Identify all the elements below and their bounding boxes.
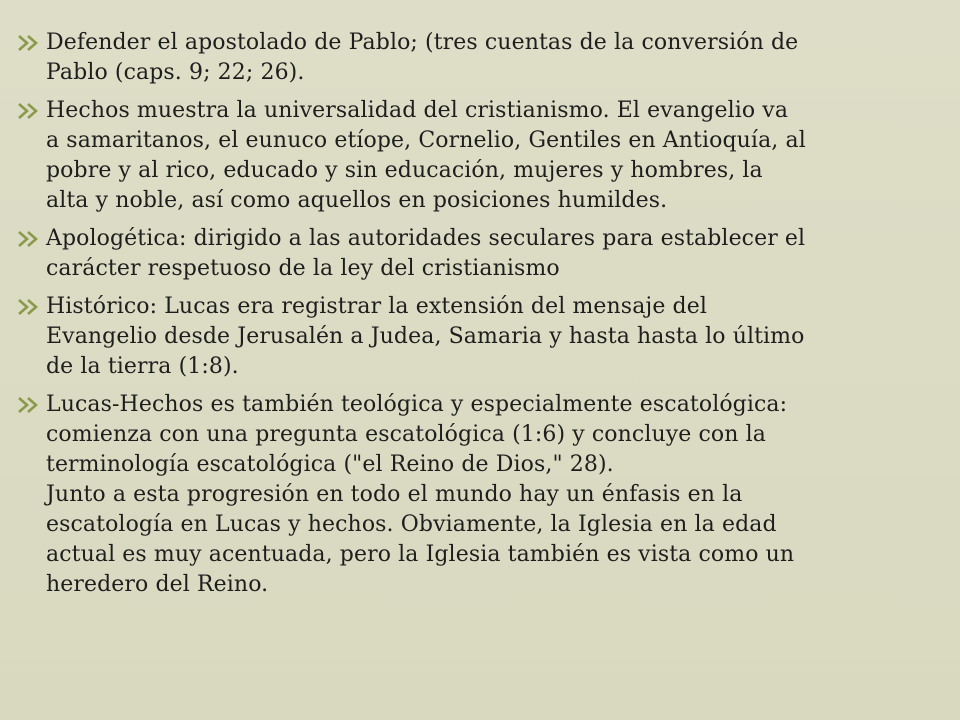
bullet-text-2: Hechos muestra la universalidad del cristianismo. El evangelio va a samaritanos, el eunuco etíope, Cornelio, Gentiles en Antioquía, al pobre y al rico, educado y sin educación, mujeres y hombres, la alta y noble, así como aquellos en posiciones humildes. (46, 98, 806, 213)
chevron-stroke (28, 232, 36, 246)
chevron-stroke (19, 300, 27, 314)
double-chevron-icon-svg (18, 34, 40, 52)
double-chevron-icon (18, 396, 46, 420)
double-chevron-icon-svg (18, 396, 40, 414)
chevron-stroke (28, 104, 36, 118)
bullet-item-1 (18, 28, 938, 88)
bullet-text-4: Histórico: Lucas era registrar la extensión del mensaje del Evangelio desde Jerusalén a Judea, Samaria y hasta hasta lo último de la tierra (1:8). (46, 294, 805, 379)
double-chevron-icon-svg (18, 298, 40, 316)
chevron-stroke (19, 232, 27, 246)
bullet-item-4 (18, 292, 938, 382)
double-chevron-icon (18, 102, 46, 126)
double-chevron-icon-svg (18, 102, 40, 120)
bullet-text-3: Apologética: dirigido a las autoridades seculares para establecer el carácter respetuoso de la ley del cristianismo (46, 226, 806, 281)
bullet-list (18, 28, 938, 608)
bullet-item-3 (18, 224, 938, 284)
chevron-stroke (28, 398, 36, 412)
bullet-text-1: Defender el apostolado de Pablo; (tres cuentas de la conversión de Pablo (caps. 9; 22; 26). (46, 30, 799, 85)
double-chevron-icon (18, 230, 46, 254)
chevron-stroke (19, 36, 27, 50)
chevron-stroke (28, 300, 36, 314)
chevron-stroke (19, 398, 27, 412)
bullet-text-5: Lucas-Hechos es también teológica y especialmente escatológica: comienza con una pregunta escatológica (1:6) y concluye con la terminología escatológica ("el Reino de Dios," 28). Junto a esta progresión en todo el mundo hay un énfasis en la escatología en Lucas y hechos. Obviamente, la Iglesia en la edad actual es muy acentuada, pero la Iglesia también es vista como un heredero del Reino. (46, 392, 795, 597)
double-chevron-icon (18, 34, 46, 58)
chevron-stroke (28, 36, 36, 50)
bullet-item-5 (18, 390, 938, 600)
chevron-stroke (19, 104, 27, 118)
bullet-item-2 (18, 96, 938, 216)
double-chevron-icon (18, 298, 46, 322)
double-chevron-icon-svg (18, 230, 40, 248)
